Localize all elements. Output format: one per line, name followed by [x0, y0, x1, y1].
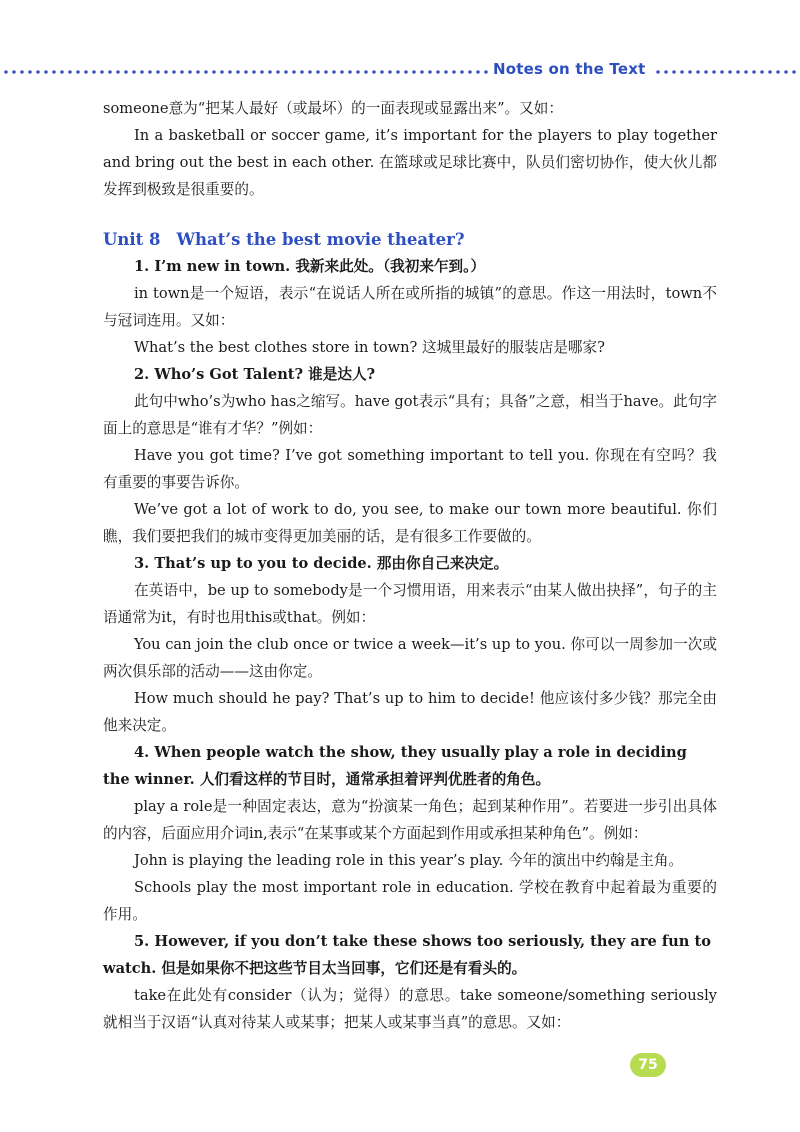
note-heading-3: 3. That’s up to you to decide. 那由你自己来决定。 — [134, 555, 509, 572]
note-5-explanation: take在此处有consider（认为；觉得）的意思。take someone/something seriously 就相当于汉语“认真对待某人或某事；把某人或某事当真”的意思。又如： — [103, 987, 717, 1031]
note-1-example: What’s the best clothes store in town? 这城里最好的服装店是哪家? — [134, 339, 605, 356]
note-3-explanation: 在英语中，be up to somebody是一个习惯用语，用来表示“由某人做出抉择”，句子的主语通常为it，有时也用this或that。例如： — [103, 582, 717, 626]
note-3-example-1: You can join the club once or twice a week—it’s up to you. 你可以一周参加一次或两次俱乐部的活动——这由你定。 — [103, 636, 717, 680]
note-heading-5: 5. However, if you don’t take these shows too seriously, they are fun to watch. 但是如果你不把这些节目太当回事，它们还是有看头的。 — [103, 933, 711, 977]
unit-number: Unit 8 — [103, 230, 161, 249]
note-heading-4: 4. When people watch the show, they usually play a role in deciding the winner. 人们看这样的节目时，通常承担着评判优胜者的角色。 — [103, 744, 687, 788]
unit-heading — [103, 226, 717, 253]
header-title: Notes on the Text — [493, 60, 646, 78]
note-1-explanation: in town是一个短语，表示“在说话人所在或所指的城镇”的意思。作这一用法时，town不与冠词连用。又如： — [103, 285, 717, 329]
header-dotted-rule-right — [654, 70, 800, 74]
note-2-example-2: We’ve got a lot of work to do, you see, to make our town more beautiful. 你们瞧，我们要把我们的城市变得更加美丽的话，是有很多工作要做的。 — [103, 501, 717, 545]
note-4-example-2: Schools play the most important role in education. 学校在教育中起着最为重要的作用。 — [103, 879, 717, 923]
note-heading-1: 1. I’m new in town. 我新来此处。（我初来乍到。） — [134, 258, 486, 275]
paragraph-continued: someone意为“把某人最好（或最坏）的一面表现或显露出来”。又如： — [103, 100, 563, 117]
note-heading-2: 2. Who’s Got Talent? 谁是达人? — [134, 366, 376, 383]
unit-title: What’s the best movie theater? — [176, 230, 465, 249]
header-dotted-rule-left — [2, 70, 488, 74]
note-4-example-1: John is playing the leading role in this year’s play. 今年的演出中约翰是主角。 — [134, 852, 684, 869]
note-2-explanation: 此句中who’s为who has之缩写。have got表示“具有；具备”之意，相当于have。此句字面上的意思是“谁有才华？”例如： — [103, 393, 717, 437]
page-number-badge: 75 — [630, 1053, 666, 1077]
example-paragraph: In a basketball or soccer game, it’s important for the players to play together and bring out the best in each other. 在篮球或足球比赛中，队员们密切协作，使大伙儿都发挥到极致是很重要的。 — [103, 127, 717, 198]
note-2-example-1: Have you got time? I’ve got something important to tell you. 你现在有空吗？我有重要的事要告诉你。 — [103, 447, 717, 491]
page-body — [103, 95, 717, 1036]
note-3-example-2: How much should he pay? That’s up to him to decide! 他应该付多少钱？那完全由他来决定。 — [103, 690, 717, 734]
running-header — [0, 58, 800, 84]
note-4-explanation: play a role是一种固定表达，意为“扮演某一角色；起到某种作用”。若要进一步引出具体的内容，后面应用介词in,表示“在某事或某个方面起到作用或承担某种角色”。例如： — [103, 798, 717, 842]
